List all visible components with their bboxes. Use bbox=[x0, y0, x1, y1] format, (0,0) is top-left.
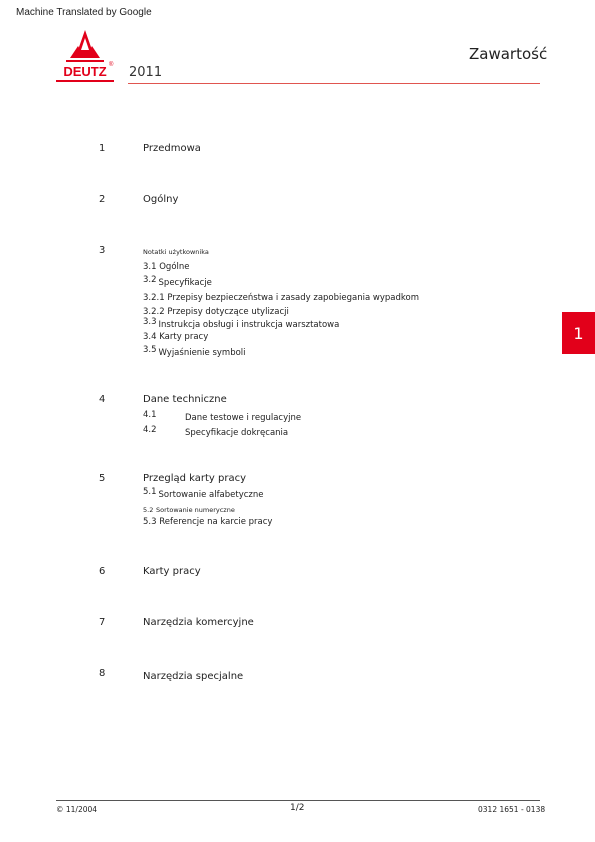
document-number: 0312 1651 - 0138 bbox=[478, 805, 546, 814]
section-number: 1 bbox=[99, 143, 106, 154]
item-number: 3.5 bbox=[143, 345, 157, 355]
item-label: Dane testowe i regulacyjne bbox=[185, 413, 302, 423]
item-label: Sortowanie alfabetyczne bbox=[158, 490, 264, 500]
list-item bbox=[143, 332, 208, 342]
item-label: Karty pracy bbox=[159, 332, 209, 342]
list-item bbox=[143, 262, 190, 272]
chapter-tab: 1 bbox=[562, 312, 595, 354]
footer-copyright: © 11/2004 bbox=[56, 805, 98, 814]
section-number: 5 bbox=[99, 473, 106, 484]
item-label: Ogólne bbox=[159, 262, 190, 272]
header-year: 2011 bbox=[129, 65, 163, 80]
item-number: 3.2.1 bbox=[143, 293, 165, 303]
item-label: Referencje na karcie pracy bbox=[159, 517, 273, 527]
section-title: Notatki użytkownika bbox=[143, 248, 209, 256]
item-label: Specyfikacje bbox=[158, 278, 212, 288]
item-number: 3.1 bbox=[143, 262, 157, 272]
section-number: 3 bbox=[99, 245, 106, 256]
item-label: Specyfikacje dokręcania bbox=[185, 428, 289, 438]
section-title: Karty pracy bbox=[143, 566, 201, 577]
item-label: Sortowanie numeryczne bbox=[156, 506, 235, 514]
section-number: 7 bbox=[99, 617, 106, 628]
item-number: 3.2.2 bbox=[143, 307, 165, 317]
item-number: 3.2 bbox=[143, 275, 157, 285]
item-number: 5.3 bbox=[143, 517, 157, 527]
section-number: 8 bbox=[99, 668, 106, 679]
section-title: Ogólny bbox=[143, 194, 179, 205]
list-item bbox=[143, 317, 340, 330]
list-item bbox=[143, 307, 289, 317]
section-title: Narzędzia specjalne bbox=[143, 671, 244, 682]
item-number: 3.3 bbox=[143, 317, 157, 327]
item-number: 3.4 bbox=[143, 332, 157, 342]
item-label: Przepisy dotyczące utylizacji bbox=[167, 307, 289, 317]
item-label: Przepisy bezpieczeństwa i zasady zapobiegania wypadkom bbox=[167, 293, 419, 303]
list-item bbox=[143, 517, 272, 527]
item-number: 5.1 bbox=[143, 487, 157, 497]
list-item bbox=[143, 345, 246, 358]
svg-text:®: ® bbox=[109, 62, 114, 68]
section-number: 4 bbox=[99, 394, 106, 405]
section-title: Dane techniczne bbox=[143, 394, 227, 405]
section-title: Przedmowa bbox=[143, 143, 201, 154]
page-title: Zawartość bbox=[469, 45, 548, 63]
footer-rule bbox=[56, 800, 540, 801]
section-number: 2 bbox=[99, 194, 106, 205]
list-item bbox=[143, 505, 235, 515]
section-number: 6 bbox=[99, 566, 106, 577]
item-number: 4.2 bbox=[143, 425, 157, 435]
list-item bbox=[143, 487, 264, 500]
section-title: Przegląd karty pracy bbox=[143, 473, 247, 484]
machine-translation-banner: Machine Translated by Google bbox=[16, 7, 152, 18]
page-number: 1/2 bbox=[290, 803, 305, 813]
list-item bbox=[143, 275, 212, 288]
section-title: Narzędzia komercyjne bbox=[143, 617, 254, 628]
logo-wordmark: DEUTZ bbox=[63, 64, 107, 79]
deutz-logo bbox=[56, 28, 114, 86]
list-item bbox=[143, 293, 419, 303]
item-label: Instrukcja obsługi i instrukcja warsztatowa bbox=[158, 320, 340, 330]
item-number: 5.2 bbox=[143, 506, 154, 514]
item-number: 4.1 bbox=[143, 410, 157, 420]
item-label: Wyjaśnienie symboli bbox=[158, 348, 246, 358]
header-rule bbox=[128, 83, 540, 84]
